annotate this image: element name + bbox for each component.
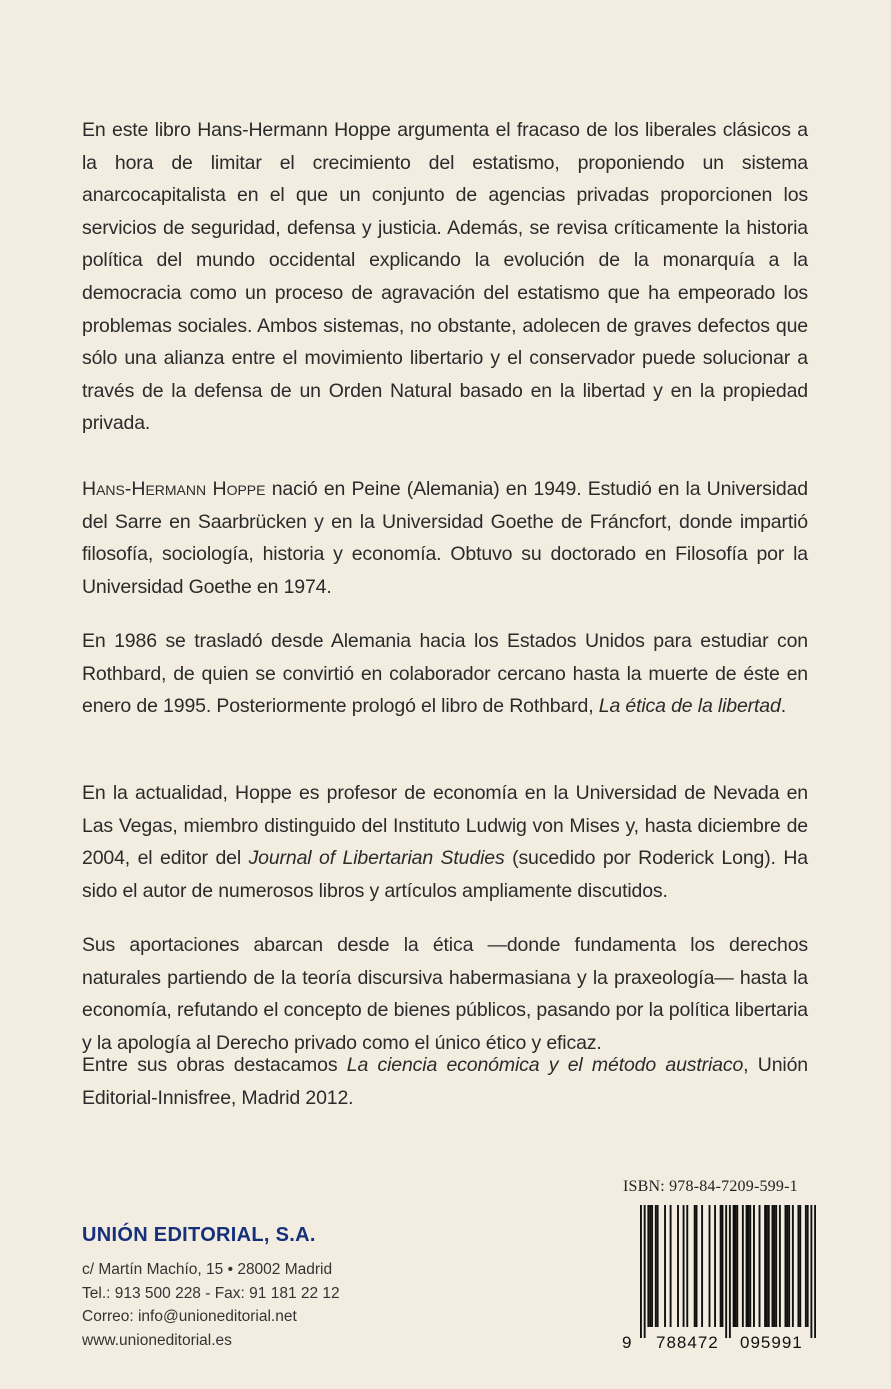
barcode-bar <box>736 1205 738 1327</box>
barcode-digits-right: 095991 <box>740 1333 803 1352</box>
barcode-bar <box>644 1205 646 1338</box>
barcode-bar <box>753 1205 755 1327</box>
works-text-b: , Unión Editorial-Innisfree, Madrid 2012. <box>82 1054 808 1109</box>
synopsis-paragraph: En este libro Hans-Hermann Hoppe argumenta el fracaso de los liberales clásicos a la hora de limitar el crecimiento del estatismo, proponiendo un sistema anarcocapitalista en el que un conjunto de agencias privadas proporcionen los servicios de seguridad, defensa y justicia. Además, se revisa críticamente la historia política del mundo occidental explicando la evolución de la monarquía a la democracia como un proceso de agravación del estatismo que ha empeorado los problemas sociales. Ambos sistemas, no obstante, adolecen de graves defectos que sólo una alianza entre el movimiento libertario y el conservador puede solucionar a través de la defensa de un Orden Natural basado en la libertad y en la propiedad privada. <box>82 119 808 435</box>
barcode-bar <box>772 1205 774 1327</box>
barcode-bar <box>655 1205 657 1327</box>
barcode-bar <box>785 1205 787 1327</box>
barcode-bar <box>677 1205 679 1327</box>
barcode-bar <box>807 1205 809 1327</box>
barcode-bar <box>742 1205 744 1327</box>
barcode-bar <box>792 1205 794 1327</box>
barcode-bar <box>664 1205 666 1327</box>
barcode-bar <box>683 1205 685 1327</box>
barcode-bar <box>810 1205 812 1338</box>
barcode-bar <box>746 1205 748 1327</box>
current-position-text-b: (sucedido por Roderick Long). Ha sido el autor de numerosos libros y artículos ampliamente discutidos. <box>82 847 808 902</box>
barcode-bar <box>720 1205 722 1327</box>
publisher-website: www.unioneditorial.es <box>82 1331 232 1349</box>
author-bio-paragraph <box>82 473 808 603</box>
barcode-bar <box>768 1205 770 1327</box>
barcode-bar <box>786 1205 788 1327</box>
career-text: En 1986 se trasladó desde Alemania hacia los Estados Unidos para estudiar con Rothbard, de quien se convirtió en colaborador cercano hasta la muerte de éste en enero de 1995. Posteriormente prologó el libro de Rothbard, <box>82 630 808 718</box>
book-title-etica: La ética de la libertad <box>598 695 781 718</box>
barcode-bar <box>647 1205 649 1327</box>
career-text-end: . <box>780 695 786 718</box>
barcode-bar <box>640 1205 642 1338</box>
publisher-block <box>82 1222 340 1352</box>
current-position-paragraph <box>82 777 808 907</box>
barcode-bar <box>714 1205 716 1327</box>
barcode-digits-left: 788472 <box>656 1333 719 1352</box>
barcode-bar <box>651 1205 653 1327</box>
publisher-name: UNIÓN EDITORIAL, S.A. <box>82 1224 316 1246</box>
barcode-bar <box>733 1205 735 1327</box>
barcode-bar <box>805 1205 807 1327</box>
contributions-paragraph: Sus aportaciones abarcan desde la ética —donde fundamenta los derechos naturales partiendo de la teoría discursiva habermasiana y la praxeología— hasta la economía, refutando el concepto de bienes públicos, pasando por la política libertaria y la apología al Derecho privado como el único ético y eficaz. <box>82 934 808 1054</box>
barcode-bar <box>734 1205 736 1327</box>
barcode-bar <box>649 1205 651 1327</box>
barcode-bar <box>725 1205 727 1338</box>
barcode-bar <box>701 1205 703 1327</box>
barcode-bar <box>694 1205 696 1327</box>
barcode-bar <box>788 1205 790 1327</box>
journal-title: Journal of Libertarian Studies <box>248 847 505 870</box>
barcode-bar <box>766 1205 768 1327</box>
book-title-ciencia: La ciencia económica y el método austriaco <box>346 1054 744 1076</box>
barcode <box>640 1205 816 1338</box>
barcode-bar <box>773 1205 775 1327</box>
isbn-label: ISBN: 978-84-7209-599-1 <box>623 1178 798 1195</box>
publisher-address: c/ Martín Machío, 15 • 28002 Madrid <box>82 1261 333 1278</box>
barcode-bar <box>722 1205 724 1327</box>
works-text-a: Entre sus obras destacamos <box>82 1054 347 1076</box>
barcode-bar <box>696 1205 698 1327</box>
author-bio-text: nació en Peine (Alemania) en 1949. Estudió en la Universidad del Sarre en Saarbrücken y en la Universidad Goethe de Fráncfort, donde impartió filosofía, sociología, historia y economía. Obtuvo su doctorado en Filosofía por la Universidad Goethe en 1974. <box>82 478 808 598</box>
barcode-bar <box>657 1205 659 1327</box>
publisher-email: Correo: info@unioneditorial.net <box>82 1308 297 1325</box>
barcode-bar <box>799 1205 801 1327</box>
barcode-digit-first: 9 <box>622 1333 633 1352</box>
barcode-bar <box>779 1205 781 1327</box>
barcode-bar <box>814 1205 816 1338</box>
barcode-bar <box>709 1205 711 1327</box>
barcode-bar <box>759 1205 761 1327</box>
barcode-bar <box>749 1205 751 1327</box>
barcode-bar <box>747 1205 749 1327</box>
works-paragraph <box>82 1049 808 1114</box>
barcode-bar <box>764 1205 766 1327</box>
barcode-bar <box>797 1205 799 1327</box>
current-position-text-a: En la actualidad, Hoppe es profesor de economía en la Universidad de Nevada en Las Vegas, miembro distinguido del Instituto Ludwig von Mises y, hasta diciembre de 2004, el editor del <box>82 782 808 870</box>
barcode-bar <box>729 1205 731 1338</box>
career-paragraph <box>82 625 808 723</box>
barcode-bar <box>670 1205 672 1327</box>
barcode-bar <box>686 1205 688 1327</box>
barcode-bar <box>775 1205 777 1327</box>
author-name: Hans-Hermann Hoppe <box>82 478 266 500</box>
publisher-phone: Tel.: 913 500 228 - Fax: 91 181 22 12 <box>82 1284 340 1302</box>
